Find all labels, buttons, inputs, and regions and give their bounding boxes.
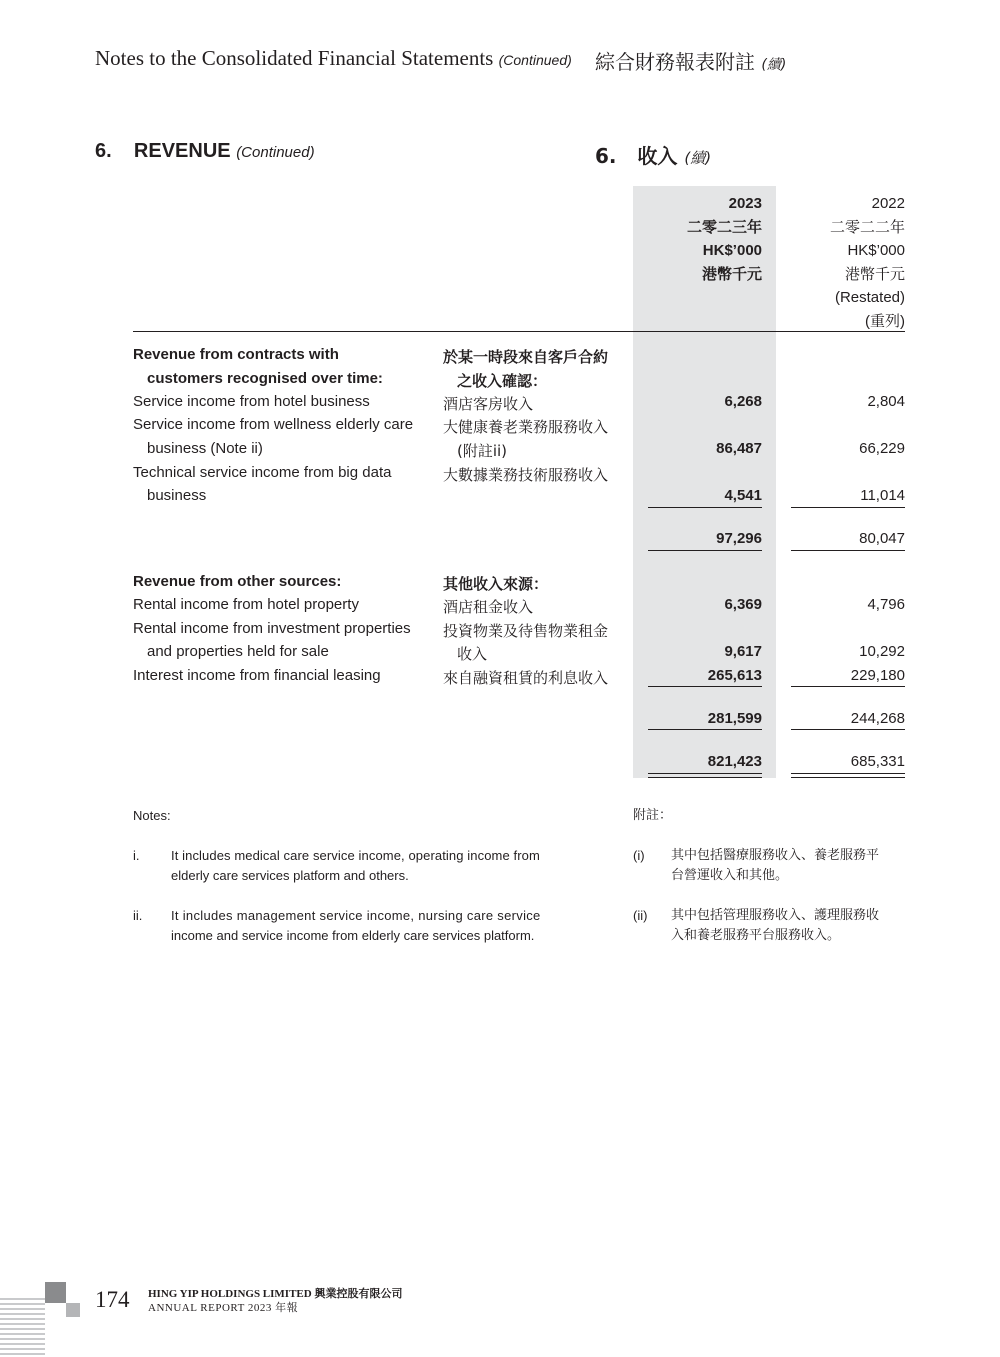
row-wellness-2022: 66,229 <box>859 440 905 457</box>
row-wellness-2023: 86,487 <box>716 440 762 457</box>
row-financial-leasing-zh: 來自融資租賃的利息收入 <box>443 669 609 687</box>
underline-2022 <box>791 729 905 730</box>
note-ii-text-zh: 其中包括管理服務收入、護理服務收 入和養老服務平台服務收入。 <box>671 908 880 943</box>
page-number: 174 <box>95 1287 130 1312</box>
underline-2023 <box>648 686 762 687</box>
group2-heading-zh: 其他收入來源： <box>443 575 549 593</box>
underline-2022 <box>791 550 905 551</box>
double-underline-2022 <box>791 773 905 778</box>
row-investment-rental-2023: 9,617 <box>724 643 762 660</box>
section-title-zh: 6. 收入 (續) <box>595 144 712 168</box>
row-financial-leasing-en: Interest income from financial leasing <box>133 667 381 684</box>
row-hotel-service-2022: 2,804 <box>867 393 905 410</box>
col-header-2022: 2022 二零二二年 HK$’000 港幣千元 (Restated) (重列) <box>829 195 905 330</box>
col-header-2023: 2023 二零二三年 HK$’000 港幣千元 <box>686 195 762 283</box>
note-ii-marker-en: ii. <box>133 908 143 923</box>
total-2022: 685,331 <box>850 753 905 770</box>
row-bigdata-zh: 大數據業務技術服務收入 <box>443 466 609 484</box>
underline-2023 <box>648 507 762 508</box>
row-financial-leasing-2022: 229,180 <box>850 667 905 684</box>
note-i-marker-zh: (i) <box>633 848 645 863</box>
double-underline-2023 <box>648 773 762 778</box>
note-i-marker-en: i. <box>133 848 140 863</box>
footer-report: ANNUAL REPORT 2023 年報 <box>148 1302 299 1314</box>
row-bigdata-2023: 4,541 <box>724 487 762 504</box>
running-header-zh: 綜合財務報表附註 (續) <box>595 50 787 74</box>
notes-label-en: Notes: <box>133 808 171 823</box>
notes-label-zh: 附註： <box>633 808 673 823</box>
note-i-text-en: It includes medical care service income, operating income from elderly care services platform and others. <box>171 848 540 883</box>
row-hotel-service-zh: 酒店客房收入 <box>443 395 534 413</box>
running-header-en: Notes to the Consolidated Financial Statements (Continued) <box>95 46 572 70</box>
group1-heading-en: Revenue from contracts with <box>133 346 339 363</box>
underline-2022 <box>791 686 905 687</box>
subtotal1-2022: 80,047 <box>859 530 905 547</box>
note-i-text-zh: 其中包括醫療服務收入、養老服務平 台營運收入和其他。 <box>671 848 880 883</box>
row-hotel-service-2023: 6,268 <box>724 393 762 410</box>
footer-decoration <box>0 1280 90 1357</box>
underline-2023 <box>648 550 762 551</box>
row-hotel-rental-en: Rental income from hotel property <box>133 596 359 613</box>
row-investment-rental-zh: 投資物業及待售物業租金 <box>443 622 609 640</box>
underline-2023 <box>648 729 762 730</box>
subtotal2-2022: 244,268 <box>850 710 905 727</box>
subtotal1-2023: 97,296 <box>716 530 762 547</box>
row-bigdata-en-2: business <box>147 487 207 504</box>
note-ii-marker-zh: (ii) <box>633 908 648 923</box>
row-bigdata-en: Technical service income from big data <box>133 464 392 481</box>
row-financial-leasing-2023: 265,613 <box>707 667 762 684</box>
underline-2022 <box>791 507 905 508</box>
group2-heading-en: Revenue from other sources: <box>133 573 342 590</box>
footer-company: HING YIP HOLDINGS LIMITED 興業控股有限公司 <box>148 1288 403 1300</box>
row-hotel-rental-2022: 4,796 <box>867 596 905 613</box>
row-wellness-zh: 大健康養老業務服務收入 <box>443 418 609 436</box>
row-investment-rental-2022: 10,292 <box>859 643 905 660</box>
row-investment-rental-en: Rental income from investment properties <box>133 620 411 637</box>
section-title-en: 6. REVENUE (Continued) <box>95 140 315 162</box>
row-investment-rental-zh-2: 收入 <box>457 645 488 663</box>
group1-heading-zh: 於某一時段來自客戶合約 <box>443 348 609 366</box>
group1-heading-zh-2: 之收入確認： <box>457 372 548 390</box>
row-wellness-zh-2: (附註ii) <box>457 442 508 460</box>
subtotal2-2023: 281,599 <box>707 710 762 727</box>
row-wellness-en: Service income from wellness elderly care <box>133 416 414 433</box>
row-investment-rental-en-2: and properties held for sale <box>147 643 329 660</box>
row-hotel-service-en: Service income from hotel business <box>133 393 370 410</box>
row-hotel-rental-2023: 6,369 <box>724 596 762 613</box>
total-2023: 821,423 <box>707 753 762 770</box>
row-hotel-rental-zh: 酒店租金收入 <box>443 598 534 616</box>
group1-heading-en-2: customers recognised over time: <box>147 370 383 387</box>
header-rule <box>133 331 905 332</box>
row-wellness-en-2: business (Note ii) <box>147 440 263 457</box>
row-bigdata-2022: 11,014 <box>860 487 905 504</box>
note-ii-text-en: It includes management service income, nursing care service income and service income from elderly care services platform. <box>171 908 541 943</box>
